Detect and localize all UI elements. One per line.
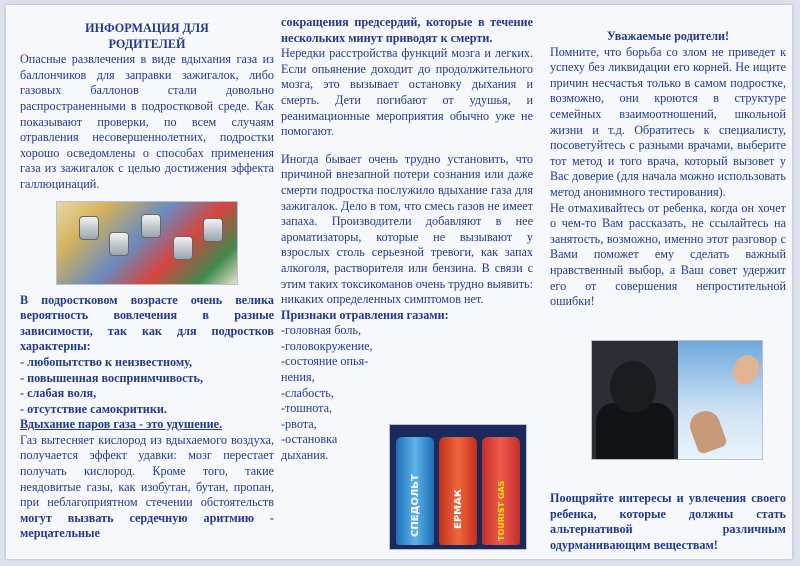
list-item: -головная боль, [281, 323, 362, 338]
listen-paragraph: Не отмахивайтесь от ребенка, когда он хочет о чем-то Вам рассказать, не ссылайтесь на занятость, возможно, именно этот разговор с Вами поможет ему сделать важный нравственный выбор, а Ваш совет удержит его от совершения непростительной ошибки! [550, 200, 786, 309]
list-item: -слабость, [281, 385, 334, 400]
danger-text: Газ вытесняет кислород из вдыхаемого воздуха, получается эффект удавки: мозг перестает получать кислород. Кроме того, такие неядовитые газы, как изобутан, бутан, пропан, при неблагоприятном стечении обстоятельств [20, 432, 274, 510]
title-line-2: РОДИТЕЛЕЙ [108, 36, 186, 51]
risk-list [20, 355, 274, 417]
can-label-svg [482, 437, 520, 545]
column-middle [281, 15, 533, 464]
list-item: - повышенная восприимчивость, [20, 370, 204, 385]
can-label: СПЕДОЛЬТ [410, 474, 421, 537]
can-label: TOURIST GAS [497, 480, 506, 541]
continuation-bold: сокращения предсердий, которые в течение нескольких минут приводят к смерти. [281, 15, 533, 45]
brochure-sheet [6, 5, 792, 559]
list-item: -остановка [281, 432, 338, 447]
danger-bold: могут вызвать сердечную аритмию - мерцательные [20, 510, 274, 541]
column-left [20, 21, 274, 542]
danger-paragraph [20, 433, 274, 542]
can-blue [396, 437, 434, 545]
column-right [550, 29, 786, 310]
list-item: -тошнота, [281, 401, 333, 416]
can-label-svg [396, 437, 434, 545]
list-item: -состояние опья- [281, 354, 369, 369]
list-item: - слабая воля, [20, 386, 97, 401]
closing-text: Поощряйте интересы и увлечения своего ребенка, которые должны стать альтернативой различным одурманивающим веществам! [550, 491, 786, 552]
list-item: - отсутствие самокритики. [20, 401, 167, 416]
signs-heading: Признаки отравления газами: [281, 307, 449, 322]
can-tourist [482, 437, 520, 545]
can-label: ЕРМАК [453, 488, 464, 529]
list-item: нения, [281, 370, 315, 385]
can-red [439, 437, 477, 545]
gas-cans-photo [389, 424, 527, 550]
can-label-svg [439, 437, 477, 545]
title-line-1: ИНФОРМАЦИЯ ДЛЯ [85, 21, 209, 35]
danger-heading: Вдыхание паров газа - это удушение. [20, 417, 223, 432]
detection-paragraph: Иногда бывает очень трудно установить, что причиной внезапной потери сознания или даже смерти подростка послужило вдыхание газа для зажигалок. Дело в том, что смесь газов не имеет запаха. Производители добавляют в нее ароматизаторы, которые не вызывают у взрослых столь серьезной тревоги, как запах алкоголя, растворителя или бензина. В связи с этим таких токсикоманов очень трудно выявить: никаких определенных симптомов нет. [281, 151, 533, 307]
brain-paragraph: Нередки расстройства функций мозга и легких. Если опьянение доходит до продолжительного мозга, это вызывает остановку дыхания и смерть. Дети погибают от удушья, и реанимационные мероприятия обычно уже не помогают. [281, 46, 533, 139]
list-item: - любопытство к неизвестному, [20, 354, 193, 369]
advice-paragraph: Помните, что борьба со злом не приведет к успеху без ликвидации его корней. Не ищите причин несчастья только в самом подростке, возможно, они кроются в структуре семейных взаимоотношений, школьной жизни и т.д. Обратитесь к специалисту, посоветуйтесь с разными врачами, выберите тот метод и того врача, который вызовет у Вас доверие (для начала можно использовать метод анонимного тестирования). [550, 44, 786, 199]
list-item: -головокружение, [281, 338, 373, 353]
intro-text: Опасные развлечения в виде вдыхания газа из баллончиков для заправки зажигалок, либо газовых баллонов стали довольно распространенными в подростковой среде. Как показывают проверки, по всем случаям отравления несовершеннолетних, подростки хорошо осведомлены о способах применения газа из зажигалок с целью достижения эффекта галлюцинаций. [20, 52, 274, 191]
risk-heading: В подростковом возрасте очень велика вероятность вовлечения в разные зависимости, так как для подростков характерны: [20, 292, 274, 354]
list-item: -рвота, [281, 416, 317, 431]
lighters-photo [56, 201, 238, 285]
teen-window-photo [591, 340, 763, 460]
list-item: дыхания. [281, 448, 329, 463]
parents-heading: Уважаемые родители! [606, 29, 730, 43]
